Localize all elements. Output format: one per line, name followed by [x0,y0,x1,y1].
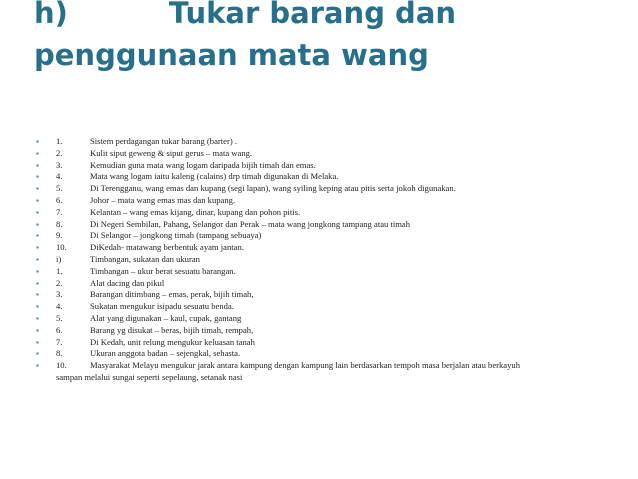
item-text-line: Johor – mata wang emas mas dan kupang. [90,194,236,205]
list-item [36,171,626,183]
bullet-icon: ▪ [36,231,39,241]
slide-title [34,0,624,76]
item-number: 7. [56,336,63,347]
bullet-icon: ▪ [36,337,39,347]
bullet-icon: ▪ [36,349,39,359]
bullet-icon: ▪ [36,313,39,323]
list-item [36,337,626,349]
list-item [36,289,626,301]
item-number: 10. [56,360,67,371]
item-number: 1. [56,136,63,146]
bullet-icon: ▪ [36,278,39,288]
item-text-line: Barang yg disukat – beras, bijih timah, rempah, [90,324,254,335]
item-text-line: Timbangan, sukatan dan ukuran [90,253,200,264]
list-item [36,136,626,148]
bullet-icon: ▪ [36,172,39,182]
item-text [90,313,241,325]
list-item [36,195,626,207]
bullet-icon: ▪ [36,148,39,158]
item-number: 8. [56,218,63,229]
bullet-icon: ▪ [36,266,39,276]
bullet-icon: ▪ [36,290,39,300]
item-number: 8. [56,348,63,359]
bullet-icon: ▪ [36,302,39,312]
item-number: 9. [56,230,63,241]
item-text [90,148,252,160]
content-list [36,136,626,384]
item-text [90,278,164,290]
item-number: 2. [56,277,63,288]
list-item [36,348,626,360]
item-text-line: Sistem perdagangan tukar barang (barter) . [90,136,237,146]
title-line-2: penggunaan mata wang [34,38,429,72]
item-text [90,242,244,254]
bullet-icon: ▪ [36,219,39,229]
bullet-icon: ▪ [36,325,39,335]
item-number: 5. [56,312,63,323]
item-number: 3. [56,289,63,300]
item-number: 1. [56,265,63,276]
item-number: 10. [56,242,67,253]
list-item [36,360,626,384]
item-text [90,289,253,301]
title-line-1: h) Tukar barang dan [34,0,457,30]
item-text-line: Kelantan – wang emas kijang, dinar, kupang dan pohon pitis. [90,206,301,217]
item-text-line: DiKedah- matawang berbentuk ayam jantan. [90,242,244,253]
list-item [36,313,626,325]
list-item [36,242,626,254]
item-number: 6. [56,194,63,205]
bullet-icon: ▪ [36,207,39,217]
item-text [90,337,255,349]
item-text-line: Di Negeri Sembilan, Pahang, Selangor dan Perak – mata wang jongkong tampang atau timah [90,218,411,229]
item-text-line: Sukatan mengukur isipadu sesuatu benda. [90,301,234,312]
list-item [36,230,626,242]
item-number: 5. [56,183,63,194]
item-text [90,266,236,278]
item-text [36,360,626,384]
bullet-icon: ▪ [36,361,39,371]
list-item [36,219,626,231]
bullet-icon: ▪ [36,195,39,205]
bullet-icon: ▪ [36,243,39,253]
item-text [90,230,261,242]
item-text [90,301,234,313]
item-number: 4. [56,301,63,312]
item-number: 7. [56,206,63,217]
bullet-icon: ▪ [36,254,39,264]
list-item [36,325,626,337]
item-text-line: Kemudian guna mata wang logam daripada bijih timah dan emas. [90,159,316,170]
item-text-line: Alat yang digunakan – kaul, cupak, gantang [90,312,242,323]
item-text-line: Kulit siput geweng & siput gerus – mata wang. [90,147,253,158]
bullet-icon: ▪ [36,137,39,146]
list-item [36,254,626,266]
item-text-line: Di Kedah, unit relung mengukur keluasan tanah [90,336,255,347]
item-text-line: Mata wang logam iaitu kaleng (calains) drp timah digunakan di Melaka. [90,171,339,182]
item-text [90,171,338,183]
list-item [36,148,626,160]
item-text [90,254,200,266]
list-item [36,266,626,278]
list-item [36,301,626,313]
item-number: 4. [56,171,63,182]
item-text-line: Masyarakat Melayu mengukur jarak antara kampung dengan kampung lain berdasarkan tempoh masa berjalan atau berkayuh [90,360,521,371]
item-number: 6. [56,324,63,335]
item-text-line: Di Terengganu, wang emas dan kupang (segi lapan), wang syiling keping atau pitis serta jokoh digunakan. [90,183,456,194]
item-text-line: Timbangan – ukur berat sesuatu barangan. [90,265,236,276]
item-number: 2. [56,147,63,158]
list-item [36,183,626,195]
item-text-line: Barangan ditimbang – emas, perak, bijih timah, [90,289,254,300]
list-item [36,207,626,219]
item-text [90,207,300,219]
list-item [36,278,626,290]
bullet-icon: ▪ [36,160,39,170]
item-text [90,325,253,337]
item-text-continuation: sampan melalui sungai seperti sepelaung, setanak nasi [56,371,243,382]
item-text-line: Alat dacing dan pikul [90,277,165,288]
item-text [90,183,456,195]
item-text-line: Di Selangor – jongkong timah (tampang sebuaya) [90,230,262,241]
item-text [90,348,240,360]
bullet-icon: ▪ [36,184,39,194]
item-text [90,160,316,172]
item-text [90,219,410,231]
item-text [90,195,235,207]
item-text-line: Ukuran anggota badan – sejengkal, sehasta. [90,348,241,359]
item-number: i) [56,253,62,264]
item-text [90,136,237,148]
list-item [36,160,626,172]
item-number: 3. [56,159,63,170]
